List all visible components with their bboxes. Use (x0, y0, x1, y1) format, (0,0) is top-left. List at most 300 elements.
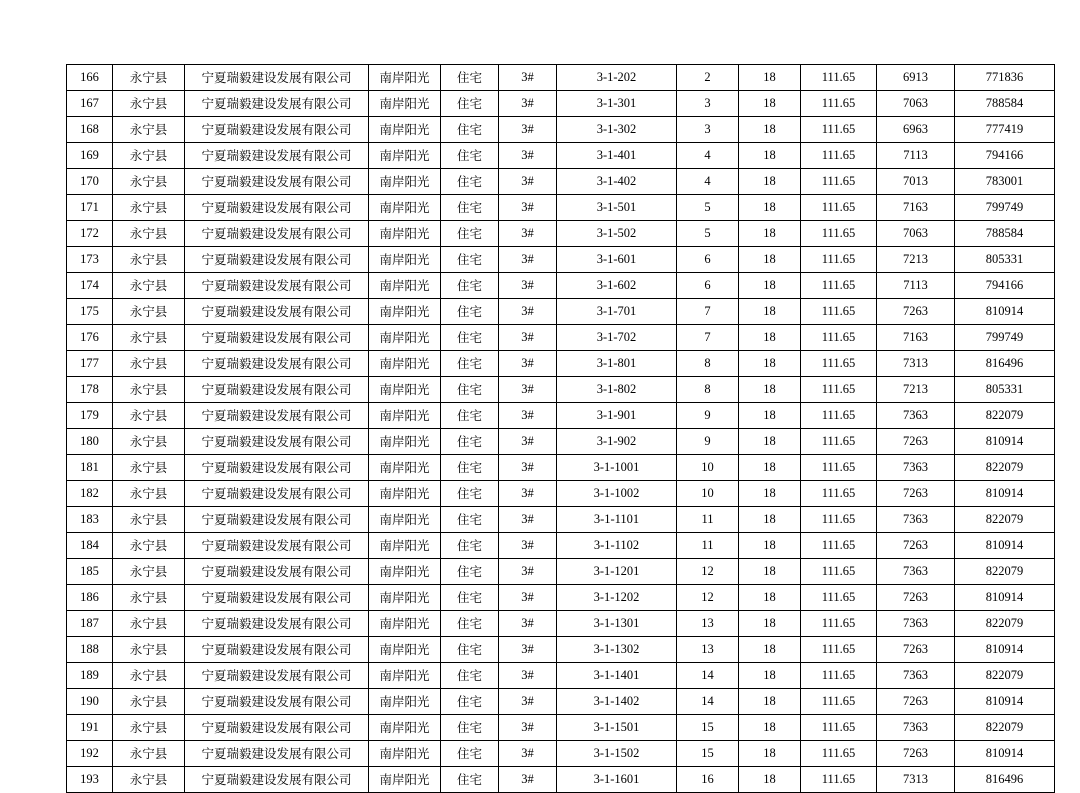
cell-index: 193 (67, 767, 113, 793)
cell-area: 111.65 (801, 611, 877, 637)
cell-unit-price: 7113 (877, 143, 955, 169)
cell-company: 宁夏瑞毅建设发展有限公司 (185, 91, 369, 117)
cell-company: 宁夏瑞毅建设发展有限公司 (185, 741, 369, 767)
cell-total-price: 810914 (955, 299, 1055, 325)
cell-total-floors: 18 (739, 351, 801, 377)
cell-type: 住宅 (441, 377, 499, 403)
cell-index: 179 (67, 403, 113, 429)
cell-area: 111.65 (801, 559, 877, 585)
cell-county: 永宁县 (113, 143, 185, 169)
cell-total-floors: 18 (739, 507, 801, 533)
cell-county: 永宁县 (113, 169, 185, 195)
table-row (67, 689, 1055, 715)
cell-type: 住宅 (441, 65, 499, 91)
cell-area: 111.65 (801, 455, 877, 481)
cell-room: 3-1-602 (557, 273, 677, 299)
cell-county: 永宁县 (113, 637, 185, 663)
table-row (67, 481, 1055, 507)
cell-room: 3-1-902 (557, 429, 677, 455)
cell-index: 188 (67, 637, 113, 663)
cell-company: 宁夏瑞毅建设发展有限公司 (185, 247, 369, 273)
table-row (67, 663, 1055, 689)
cell-total-floors: 18 (739, 689, 801, 715)
cell-total-floors: 18 (739, 221, 801, 247)
cell-total-price: 788584 (955, 91, 1055, 117)
cell-unit-price: 7263 (877, 299, 955, 325)
cell-company: 宁夏瑞毅建设发展有限公司 (185, 611, 369, 637)
cell-building: 3# (499, 91, 557, 117)
table-row (67, 559, 1055, 585)
cell-type: 住宅 (441, 741, 499, 767)
cell-county: 永宁县 (113, 221, 185, 247)
cell-building: 3# (499, 325, 557, 351)
cell-type: 住宅 (441, 689, 499, 715)
table-row (67, 611, 1055, 637)
cell-index: 192 (67, 741, 113, 767)
cell-floor: 12 (677, 559, 739, 585)
cell-total-floors: 18 (739, 377, 801, 403)
table-row (67, 533, 1055, 559)
cell-building: 3# (499, 221, 557, 247)
housing-price-table (66, 64, 1055, 793)
cell-index: 187 (67, 611, 113, 637)
cell-index: 182 (67, 481, 113, 507)
cell-total-floors: 18 (739, 117, 801, 143)
cell-company: 宁夏瑞毅建设发展有限公司 (185, 455, 369, 481)
cell-floor: 7 (677, 299, 739, 325)
cell-county: 永宁县 (113, 91, 185, 117)
cell-total-floors: 18 (739, 91, 801, 117)
table-row (67, 585, 1055, 611)
cell-area: 111.65 (801, 91, 877, 117)
cell-county: 永宁县 (113, 299, 185, 325)
cell-index: 166 (67, 65, 113, 91)
cell-index: 186 (67, 585, 113, 611)
cell-type: 住宅 (441, 533, 499, 559)
cell-total-price: 810914 (955, 429, 1055, 455)
cell-county: 永宁县 (113, 273, 185, 299)
cell-floor: 6 (677, 247, 739, 273)
table-row (67, 351, 1055, 377)
cell-floor: 14 (677, 663, 739, 689)
cell-building: 3# (499, 403, 557, 429)
cell-type: 住宅 (441, 767, 499, 793)
cell-project: 南岸阳光 (369, 65, 441, 91)
cell-floor: 5 (677, 221, 739, 247)
cell-area: 111.65 (801, 663, 877, 689)
cell-total-floors: 18 (739, 741, 801, 767)
table-row (67, 429, 1055, 455)
table-body (67, 65, 1055, 793)
table-row (67, 247, 1055, 273)
cell-building: 3# (499, 351, 557, 377)
cell-building: 3# (499, 299, 557, 325)
table-row (67, 403, 1055, 429)
cell-index: 170 (67, 169, 113, 195)
cell-unit-price: 6913 (877, 65, 955, 91)
cell-company: 宁夏瑞毅建设发展有限公司 (185, 689, 369, 715)
cell-room: 3-1-1401 (557, 663, 677, 689)
table-row (67, 767, 1055, 793)
cell-type: 住宅 (441, 91, 499, 117)
cell-total-price: 822079 (955, 611, 1055, 637)
cell-area: 111.65 (801, 767, 877, 793)
cell-unit-price: 7363 (877, 403, 955, 429)
cell-company: 宁夏瑞毅建设发展有限公司 (185, 221, 369, 247)
cell-project: 南岸阳光 (369, 585, 441, 611)
cell-index: 185 (67, 559, 113, 585)
cell-unit-price: 7363 (877, 715, 955, 741)
cell-index: 169 (67, 143, 113, 169)
cell-floor: 11 (677, 533, 739, 559)
cell-company: 宁夏瑞毅建设发展有限公司 (185, 663, 369, 689)
cell-total-floors: 18 (739, 455, 801, 481)
cell-company: 宁夏瑞毅建设发展有限公司 (185, 559, 369, 585)
cell-company: 宁夏瑞毅建设发展有限公司 (185, 299, 369, 325)
cell-index: 171 (67, 195, 113, 221)
cell-floor: 10 (677, 481, 739, 507)
cell-index: 190 (67, 689, 113, 715)
cell-area: 111.65 (801, 403, 877, 429)
cell-company: 宁夏瑞毅建设发展有限公司 (185, 507, 369, 533)
cell-area: 111.65 (801, 65, 877, 91)
cell-building: 3# (499, 455, 557, 481)
cell-floor: 4 (677, 169, 739, 195)
cell-total-price: 810914 (955, 585, 1055, 611)
cell-building: 3# (499, 195, 557, 221)
cell-floor: 7 (677, 325, 739, 351)
table-row (67, 637, 1055, 663)
cell-area: 111.65 (801, 273, 877, 299)
cell-building: 3# (499, 715, 557, 741)
cell-floor: 10 (677, 455, 739, 481)
cell-company: 宁夏瑞毅建设发展有限公司 (185, 715, 369, 741)
cell-company: 宁夏瑞毅建设发展有限公司 (185, 533, 369, 559)
cell-building: 3# (499, 585, 557, 611)
cell-type: 住宅 (441, 715, 499, 741)
cell-room: 3-1-801 (557, 351, 677, 377)
cell-unit-price: 7263 (877, 637, 955, 663)
cell-company: 宁夏瑞毅建设发展有限公司 (185, 117, 369, 143)
cell-building: 3# (499, 169, 557, 195)
cell-room: 3-1-1201 (557, 559, 677, 585)
cell-total-price: 805331 (955, 247, 1055, 273)
cell-area: 111.65 (801, 377, 877, 403)
cell-building: 3# (499, 481, 557, 507)
cell-type: 住宅 (441, 507, 499, 533)
cell-area: 111.65 (801, 689, 877, 715)
cell-project: 南岸阳光 (369, 611, 441, 637)
cell-project: 南岸阳光 (369, 169, 441, 195)
cell-total-price: 810914 (955, 533, 1055, 559)
cell-county: 永宁县 (113, 611, 185, 637)
cell-project: 南岸阳光 (369, 91, 441, 117)
cell-county: 永宁县 (113, 195, 185, 221)
cell-county: 永宁县 (113, 585, 185, 611)
cell-type: 住宅 (441, 195, 499, 221)
table-row (67, 325, 1055, 351)
cell-building: 3# (499, 767, 557, 793)
cell-total-price: 810914 (955, 481, 1055, 507)
cell-county: 永宁县 (113, 663, 185, 689)
cell-company: 宁夏瑞毅建设发展有限公司 (185, 273, 369, 299)
table-row (67, 143, 1055, 169)
cell-floor: 11 (677, 507, 739, 533)
cell-unit-price: 7213 (877, 247, 955, 273)
cell-project: 南岸阳光 (369, 637, 441, 663)
cell-unit-price: 7163 (877, 195, 955, 221)
cell-county: 永宁县 (113, 247, 185, 273)
cell-county: 永宁县 (113, 715, 185, 741)
cell-building: 3# (499, 741, 557, 767)
cell-unit-price: 7113 (877, 273, 955, 299)
cell-company: 宁夏瑞毅建设发展有限公司 (185, 637, 369, 663)
cell-total-price: 822079 (955, 455, 1055, 481)
cell-room: 3-1-301 (557, 91, 677, 117)
cell-total-price: 810914 (955, 741, 1055, 767)
cell-project: 南岸阳光 (369, 767, 441, 793)
cell-total-floors: 18 (739, 611, 801, 637)
cell-floor: 13 (677, 637, 739, 663)
cell-unit-price: 7263 (877, 429, 955, 455)
cell-room: 3-1-1402 (557, 689, 677, 715)
cell-area: 111.65 (801, 637, 877, 663)
cell-company: 宁夏瑞毅建设发展有限公司 (185, 169, 369, 195)
cell-total-price: 822079 (955, 507, 1055, 533)
cell-total-floors: 18 (739, 65, 801, 91)
cell-unit-price: 7263 (877, 585, 955, 611)
cell-county: 永宁县 (113, 65, 185, 91)
cell-company: 宁夏瑞毅建设发展有限公司 (185, 351, 369, 377)
cell-room: 3-1-1001 (557, 455, 677, 481)
cell-unit-price: 6963 (877, 117, 955, 143)
cell-unit-price: 7063 (877, 221, 955, 247)
cell-index: 172 (67, 221, 113, 247)
cell-unit-price: 7263 (877, 689, 955, 715)
cell-unit-price: 7213 (877, 377, 955, 403)
table-row (67, 377, 1055, 403)
cell-building: 3# (499, 559, 557, 585)
cell-project: 南岸阳光 (369, 221, 441, 247)
cell-total-floors: 18 (739, 481, 801, 507)
cell-unit-price: 7363 (877, 559, 955, 585)
cell-type: 住宅 (441, 273, 499, 299)
table-row (67, 273, 1055, 299)
cell-project: 南岸阳光 (369, 299, 441, 325)
cell-index: 176 (67, 325, 113, 351)
cell-floor: 8 (677, 351, 739, 377)
cell-county: 永宁县 (113, 325, 185, 351)
cell-project: 南岸阳光 (369, 195, 441, 221)
cell-building: 3# (499, 377, 557, 403)
cell-room: 3-1-302 (557, 117, 677, 143)
cell-total-floors: 18 (739, 403, 801, 429)
cell-total-price: 822079 (955, 403, 1055, 429)
cell-room: 3-1-401 (557, 143, 677, 169)
cell-room: 3-1-1301 (557, 611, 677, 637)
cell-floor: 15 (677, 715, 739, 741)
cell-unit-price: 7263 (877, 741, 955, 767)
cell-building: 3# (499, 663, 557, 689)
cell-index: 167 (67, 91, 113, 117)
cell-building: 3# (499, 533, 557, 559)
cell-project: 南岸阳光 (369, 559, 441, 585)
cell-room: 3-1-1502 (557, 741, 677, 767)
cell-area: 111.65 (801, 169, 877, 195)
cell-county: 永宁县 (113, 741, 185, 767)
cell-company: 宁夏瑞毅建设发展有限公司 (185, 585, 369, 611)
cell-type: 住宅 (441, 351, 499, 377)
cell-floor: 2 (677, 65, 739, 91)
cell-type: 住宅 (441, 559, 499, 585)
cell-building: 3# (499, 247, 557, 273)
cell-type: 住宅 (441, 299, 499, 325)
cell-room: 3-1-1202 (557, 585, 677, 611)
cell-unit-price: 7363 (877, 507, 955, 533)
cell-type: 住宅 (441, 117, 499, 143)
cell-county: 永宁县 (113, 429, 185, 455)
cell-company: 宁夏瑞毅建设发展有限公司 (185, 143, 369, 169)
cell-project: 南岸阳光 (369, 429, 441, 455)
cell-total-floors: 18 (739, 715, 801, 741)
cell-county: 永宁县 (113, 351, 185, 377)
cell-county: 永宁县 (113, 403, 185, 429)
cell-total-price: 771836 (955, 65, 1055, 91)
cell-room: 3-1-702 (557, 325, 677, 351)
cell-index: 183 (67, 507, 113, 533)
cell-index: 174 (67, 273, 113, 299)
cell-floor: 14 (677, 689, 739, 715)
cell-project: 南岸阳光 (369, 533, 441, 559)
cell-project: 南岸阳光 (369, 325, 441, 351)
cell-total-floors: 18 (739, 247, 801, 273)
cell-type: 住宅 (441, 611, 499, 637)
cell-type: 住宅 (441, 637, 499, 663)
cell-type: 住宅 (441, 169, 499, 195)
cell-floor: 4 (677, 143, 739, 169)
cell-total-floors: 18 (739, 767, 801, 793)
cell-total-floors: 18 (739, 195, 801, 221)
cell-unit-price: 7313 (877, 351, 955, 377)
cell-index: 173 (67, 247, 113, 273)
cell-area: 111.65 (801, 325, 877, 351)
cell-project: 南岸阳光 (369, 351, 441, 377)
cell-type: 住宅 (441, 403, 499, 429)
cell-index: 184 (67, 533, 113, 559)
cell-building: 3# (499, 65, 557, 91)
cell-total-floors: 18 (739, 299, 801, 325)
cell-total-floors: 18 (739, 585, 801, 611)
cell-index: 177 (67, 351, 113, 377)
cell-company: 宁夏瑞毅建设发展有限公司 (185, 403, 369, 429)
cell-unit-price: 7063 (877, 91, 955, 117)
cell-project: 南岸阳光 (369, 117, 441, 143)
cell-area: 111.65 (801, 247, 877, 273)
cell-building: 3# (499, 117, 557, 143)
cell-floor: 9 (677, 403, 739, 429)
cell-unit-price: 7363 (877, 455, 955, 481)
cell-county: 永宁县 (113, 689, 185, 715)
cell-county: 永宁县 (113, 507, 185, 533)
table-row (67, 455, 1055, 481)
cell-total-floors: 18 (739, 559, 801, 585)
cell-company: 宁夏瑞毅建设发展有限公司 (185, 325, 369, 351)
table-row (67, 221, 1055, 247)
cell-building: 3# (499, 689, 557, 715)
cell-room: 3-1-701 (557, 299, 677, 325)
cell-company: 宁夏瑞毅建设发展有限公司 (185, 429, 369, 455)
table-container (66, 64, 1024, 793)
cell-project: 南岸阳光 (369, 403, 441, 429)
cell-total-price: 783001 (955, 169, 1055, 195)
table-row (67, 715, 1055, 741)
cell-unit-price: 7313 (877, 767, 955, 793)
cell-type: 住宅 (441, 429, 499, 455)
table-row (67, 65, 1055, 91)
cell-type: 住宅 (441, 143, 499, 169)
cell-index: 168 (67, 117, 113, 143)
cell-project: 南岸阳光 (369, 377, 441, 403)
table-row (67, 299, 1055, 325)
cell-total-floors: 18 (739, 169, 801, 195)
cell-county: 永宁县 (113, 533, 185, 559)
cell-floor: 3 (677, 91, 739, 117)
cell-project: 南岸阳光 (369, 247, 441, 273)
cell-county: 永宁县 (113, 559, 185, 585)
cell-room: 3-1-1002 (557, 481, 677, 507)
table-row (67, 741, 1055, 767)
cell-area: 111.65 (801, 299, 877, 325)
cell-company: 宁夏瑞毅建设发展有限公司 (185, 65, 369, 91)
cell-area: 111.65 (801, 195, 877, 221)
cell-project: 南岸阳光 (369, 663, 441, 689)
cell-county: 永宁县 (113, 377, 185, 403)
cell-project: 南岸阳光 (369, 481, 441, 507)
cell-company: 宁夏瑞毅建设发展有限公司 (185, 767, 369, 793)
cell-total-price: 799749 (955, 325, 1055, 351)
cell-project: 南岸阳光 (369, 741, 441, 767)
cell-type: 住宅 (441, 663, 499, 689)
cell-room: 3-1-502 (557, 221, 677, 247)
cell-unit-price: 7363 (877, 663, 955, 689)
cell-type: 住宅 (441, 247, 499, 273)
cell-area: 111.65 (801, 221, 877, 247)
cell-total-price: 822079 (955, 663, 1055, 689)
cell-floor: 16 (677, 767, 739, 793)
cell-company: 宁夏瑞毅建设发展有限公司 (185, 377, 369, 403)
cell-room: 3-1-1102 (557, 533, 677, 559)
cell-room: 3-1-1302 (557, 637, 677, 663)
cell-room: 3-1-1501 (557, 715, 677, 741)
cell-area: 111.65 (801, 351, 877, 377)
cell-total-price: 788584 (955, 221, 1055, 247)
cell-total-floors: 18 (739, 143, 801, 169)
cell-unit-price: 7263 (877, 481, 955, 507)
cell-county: 永宁县 (113, 481, 185, 507)
cell-building: 3# (499, 429, 557, 455)
cell-total-price: 810914 (955, 689, 1055, 715)
cell-total-price: 822079 (955, 559, 1055, 585)
cell-total-price: 794166 (955, 273, 1055, 299)
cell-project: 南岸阳光 (369, 689, 441, 715)
cell-project: 南岸阳光 (369, 507, 441, 533)
cell-building: 3# (499, 507, 557, 533)
cell-total-floors: 18 (739, 533, 801, 559)
cell-building: 3# (499, 143, 557, 169)
cell-type: 住宅 (441, 221, 499, 247)
cell-floor: 15 (677, 741, 739, 767)
cell-area: 111.65 (801, 715, 877, 741)
